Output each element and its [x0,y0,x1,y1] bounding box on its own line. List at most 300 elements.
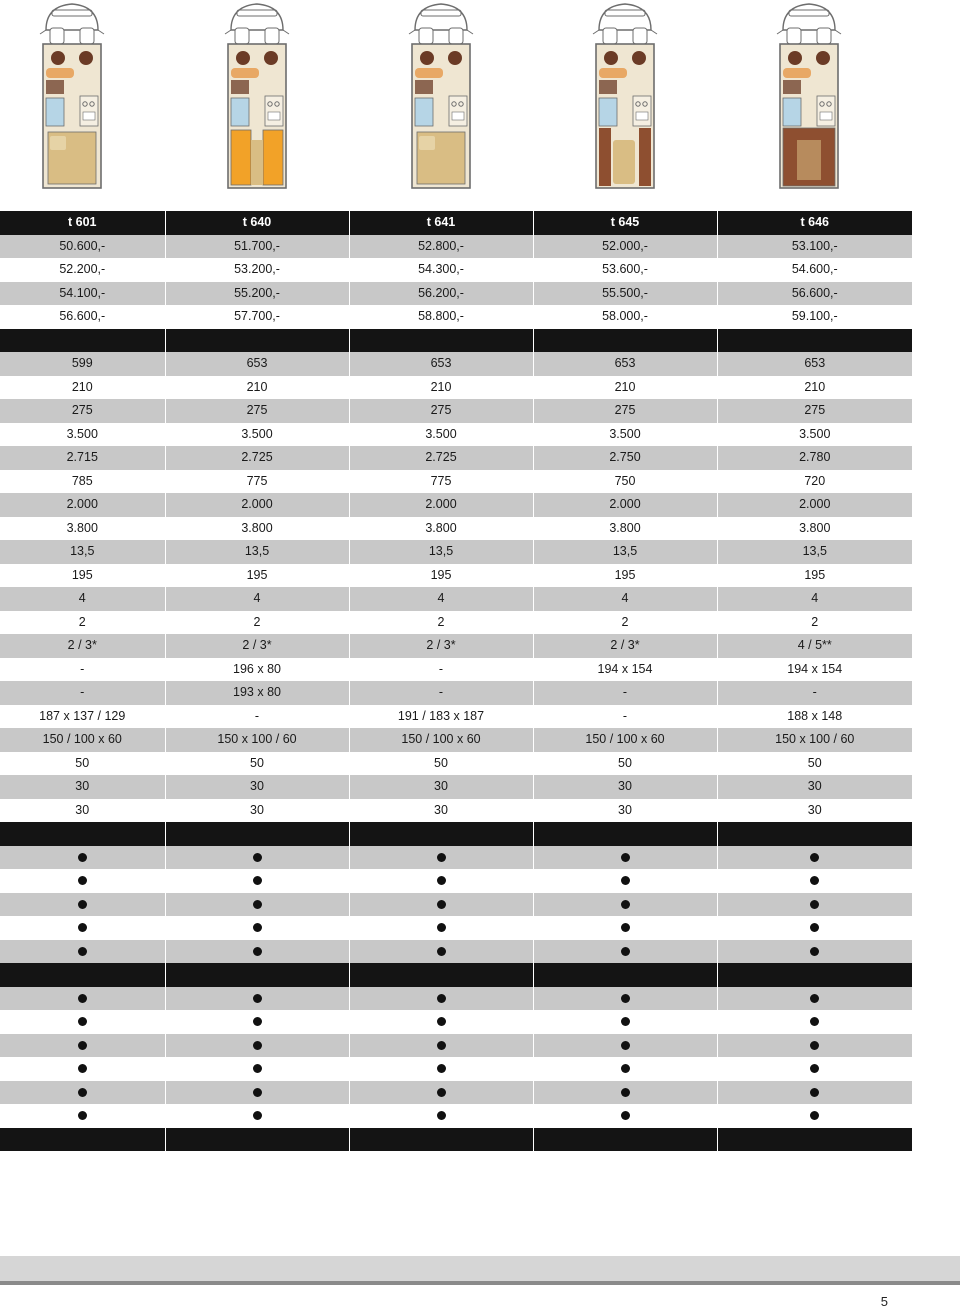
table [599,80,617,94]
table-cell [0,987,165,1011]
table-cell [0,1034,165,1058]
cell-text: 750 [614,473,636,488]
included-dot-icon [437,994,446,1003]
table-cell [0,399,165,423]
table-cell [717,658,912,682]
table-row [0,1057,912,1081]
included-dot-icon [437,1017,446,1026]
table-cell [0,916,165,940]
table-cell [0,1128,165,1152]
table-cell [717,423,912,447]
cell-text: 30 [434,802,448,817]
table-cell [0,869,165,893]
table-cell [349,376,533,400]
included-dot-icon [810,994,819,1003]
cell-text: 30 [75,779,90,793]
table-row [0,376,912,400]
cell-text: 57.700,- [234,309,280,323]
cell-text: 210 [614,379,636,394]
table-cell [165,916,349,940]
table-cell [717,1081,912,1105]
cell-text: 195 [246,567,268,582]
cell-text: - [80,685,85,699]
cell-text: 13,5 [70,544,95,558]
spec-table [0,211,912,1151]
table-cell [717,1128,912,1152]
cell-text: - [812,685,817,699]
cab-outline [599,4,651,30]
table-cell [533,587,717,611]
section-header-row [0,329,912,353]
table-cell [717,258,912,282]
table-cell [533,963,717,987]
washroom [415,98,433,126]
table-cell [717,775,912,799]
table-row [0,423,912,447]
table-cell [349,329,533,353]
cell-text: 4 [78,591,86,605]
table-cell [165,681,349,705]
included-dot-icon [253,947,262,956]
table-cell [533,1104,717,1128]
table-cell [349,752,533,776]
mirror-right [98,30,104,34]
cell-text: 50 [807,755,822,770]
cell-text: 275 [246,403,268,417]
table-cell [717,376,912,400]
cell-text: 210 [71,379,93,394]
single-bed-right [263,130,283,185]
included-dot-icon [621,1017,630,1026]
included-dot-icon [437,1088,446,1097]
table-cell [165,893,349,917]
cell-text: 150 x 100 / 60 [775,732,855,746]
cell-text: 58.800,- [418,309,464,323]
cell-text: - [438,661,444,676]
table-row [0,752,912,776]
cell-text: 2 / 3* [426,638,456,652]
floor-plan-drawing [217,0,297,192]
table-row [0,846,912,870]
table-row [0,658,912,682]
included-dot-icon [621,994,630,1003]
table-cell [0,893,165,917]
seat-cushion [632,51,646,65]
table-cell [165,987,349,1011]
table-row [0,1104,912,1128]
cell-text: 720 [804,473,826,488]
table-cell [533,423,717,447]
cell-text: 30 [434,779,448,793]
cell-text: 2.725 [425,450,457,464]
table-cell [533,305,717,329]
table-cell [165,705,349,729]
cell-text: 30 [250,779,264,793]
cell-text: 4 [621,591,629,605]
cell-text: 775 [430,473,452,488]
table-cell [533,728,717,752]
table-cell [717,728,912,752]
included-dot-icon [437,947,446,956]
table-cell [0,846,165,870]
cell-text: 54.600,- [791,262,838,276]
table-cell [165,587,349,611]
table-row [0,587,912,611]
cell-text: 13,5 [612,544,638,558]
floor-plan-drawing [769,0,849,192]
washroom [599,98,617,126]
table-cell [717,540,912,564]
cell-text: 50 [618,755,632,770]
cell-text: 54.100,- [59,285,106,300]
table-cell [349,799,533,823]
cell-text: 150 / 100 x 60 [42,732,122,746]
cell-text: 3.500 [66,426,98,441]
seat-cushion [816,51,830,65]
included-dot-icon [810,1041,819,1050]
included-dot-icon [810,900,819,909]
cell-text: 53.600,- [602,262,648,276]
table-cell [533,282,717,306]
table-row [0,235,912,259]
table-cell [165,658,349,682]
included-dot-icon [621,923,630,932]
cell-text: 2 / 3* [610,638,640,652]
table-cell [349,305,533,329]
table-row [0,893,912,917]
table-cell [533,1010,717,1034]
table-cell [165,470,349,494]
table-cell [349,1081,533,1105]
table-cell [717,963,912,987]
table-cell [165,846,349,870]
included-dot-icon [253,1041,262,1050]
cell-text: 2.725 [241,450,273,464]
cell-text: 4 [811,591,819,605]
kitchen-block [633,96,651,126]
table-cell [717,681,912,705]
included-dot-icon [253,1064,262,1073]
table-cell [533,681,717,705]
passenger-seat [80,28,94,44]
mirror-right [835,30,841,34]
table-cell [0,728,165,752]
table-cell [349,681,533,705]
mirror-right [283,30,289,34]
cell-text: 653 [246,356,268,370]
cell-text: 599 [71,356,93,370]
table-cell [349,846,533,870]
cell-text: 2.780 [799,450,831,464]
cell-text: 4 [437,591,445,605]
included-dot-icon [621,876,630,885]
table-cell [0,681,165,705]
table-row [0,1010,912,1034]
cell-text: 3.500 [241,426,273,441]
table-row [0,916,912,940]
included-dot-icon [78,1064,87,1073]
cell-text: - [622,708,628,723]
table-cell [349,470,533,494]
sink-icon [452,112,464,120]
rear-table [613,140,635,184]
table-cell [717,399,912,423]
table-row [0,540,912,564]
cell-text: 194 x 154 [787,661,843,676]
table-cell [165,1010,349,1034]
included-dot-icon [437,1064,446,1073]
cell-text: 30 [807,779,822,793]
kitchen-block [265,96,283,126]
table-row [0,681,912,705]
cell-text: 53.100,- [791,238,838,253]
table-cell [533,211,717,235]
table-cell [349,869,533,893]
table-cell [533,658,717,682]
included-dot-icon [253,923,262,932]
washroom [783,98,801,126]
bench-seat [46,68,74,78]
included-dot-icon [78,1041,87,1050]
cell-text: 56.200,- [418,285,464,300]
cab-outline [415,4,467,30]
cell-text: 275 [71,403,93,417]
cell-text: 30 [250,802,264,817]
passenger-seat [449,28,463,44]
cell-text: 196 x 80 [233,661,281,676]
floor-plan-t-646 [717,0,901,200]
table-cell [0,376,165,400]
cell-text: t 641 [426,215,456,229]
table-cell [349,940,533,964]
cell-text: 210 [430,379,452,394]
table-cell [533,916,717,940]
included-dot-icon [810,1111,819,1120]
included-dot-icon [810,923,819,932]
table [46,80,64,94]
mirror-left [40,30,46,34]
table-row [0,517,912,541]
bench-seat [231,68,259,78]
floor-plan-row [0,0,912,200]
included-dot-icon [78,1017,87,1026]
table-cell [717,1104,912,1128]
table-cell [165,517,349,541]
cell-text: 2.000 [425,497,457,511]
table-cell [0,963,165,987]
table-cell [349,446,533,470]
mirror-left [409,30,415,34]
cell-text: t 601 [68,215,97,229]
seat-cushion [448,51,462,65]
table-cell [533,470,717,494]
cell-text: 3.800 [66,520,98,535]
floor-plan-t-641 [349,0,533,200]
table-row [0,940,912,964]
cell-text: 3.500 [425,426,457,441]
seat-cushion [236,51,250,65]
table-cell [533,235,717,259]
table-cell [165,940,349,964]
table-cell [349,611,533,635]
cell-text: 52.200,- [59,262,106,276]
passenger-seat [817,28,831,44]
table-cell [349,822,533,846]
included-dot-icon [437,1041,446,1050]
table-cell [717,940,912,964]
cell-text: 58.000,- [602,309,648,323]
cell-text: 13,5 [802,544,827,558]
table-row [0,987,912,1011]
table-cell [0,564,165,588]
table-row [0,282,912,306]
table-cell [0,1010,165,1034]
table-cell [533,775,717,799]
table-row [0,1034,912,1058]
table-cell [533,258,717,282]
single-bed-left [231,130,251,185]
floor-plan-t-601 [0,0,164,200]
table-cell [717,1034,912,1058]
table-cell [717,987,912,1011]
mirror-right [467,30,473,34]
table-cell [533,376,717,400]
cell-text: 3.800 [425,520,457,535]
cell-text: 50 [75,755,90,770]
table-cell [0,658,165,682]
floor-plan-drawing [32,0,112,192]
cell-text: 2.000 [66,497,98,511]
included-dot-icon [437,1111,446,1120]
table-cell [165,305,349,329]
included-dot-icon [78,994,87,1003]
included-dot-icon [253,876,262,885]
cell-text: 2.000 [799,497,831,511]
cell-text: 55.200,- [234,285,280,300]
cell-text: 59.100,- [791,309,838,323]
footer-bar-accent [0,1281,960,1285]
table-cell [0,235,165,259]
cell-text: 50 [250,755,264,770]
included-dot-icon [621,1064,630,1073]
cell-text: 56.600,- [59,309,106,323]
table-row [0,799,912,823]
cell-text: 275 [804,403,826,417]
table-row [0,564,912,588]
cell-text: 2.715 [66,450,98,464]
table-cell [165,869,349,893]
included-dot-icon [810,947,819,956]
cell-text: 210 [246,379,268,394]
sink-icon [83,112,95,120]
table-cell [0,775,165,799]
table-cell [349,211,533,235]
table-cell [533,493,717,517]
cell-text: 150 / 100 x 60 [585,732,665,746]
table-cell [165,258,349,282]
table-cell [349,423,533,447]
table-cell [0,446,165,470]
table-cell [0,352,165,376]
table-cell [533,822,717,846]
cell-text: 195 [71,567,93,582]
table-cell [165,799,349,823]
table-cell [349,235,533,259]
mirror-left [225,30,231,34]
included-dot-icon [810,876,819,885]
section-header-row [0,1128,912,1152]
included-dot-icon [621,1088,630,1097]
table-cell [349,916,533,940]
sink-icon [268,112,280,120]
table-cell [0,611,165,635]
cell-text: 3.800 [241,520,273,535]
cell-text: 55.500,- [602,285,648,300]
table-cell [165,822,349,846]
table-cell [165,1081,349,1105]
table-cell [533,799,717,823]
cell-text: 150 x 100 / 60 [217,732,297,746]
cell-text: 194 x 154 [597,661,653,676]
mirror-right [651,30,657,34]
washroom [46,98,64,126]
driver-seat [235,28,249,44]
table-cell [349,1034,533,1058]
table-cell [533,940,717,964]
sink-icon [820,112,832,120]
lounge-table [797,140,821,180]
table-row [0,470,912,494]
table-cell [533,634,717,658]
table-row [0,1081,912,1105]
table-cell [0,1081,165,1105]
rear-seat-right [639,128,651,186]
table-cell [533,1057,717,1081]
table-cell [533,893,717,917]
pillow [419,136,435,150]
driver-seat [603,28,617,44]
cell-text: 3.500 [609,426,641,441]
table-cell [0,329,165,353]
cell-text: 30 [807,802,822,817]
included-dot-icon [253,900,262,909]
table-cell [717,799,912,823]
footer-bar [0,1256,960,1282]
rear-seat-left [599,128,611,186]
cell-text: 2 / 3* [67,638,97,652]
table-cell [533,987,717,1011]
cell-text: 150 / 100 x 60 [401,732,481,746]
cab-outline [46,4,98,30]
table-cell [165,611,349,635]
table [783,80,801,94]
included-dot-icon [437,923,446,932]
table-cell [165,352,349,376]
floor-plan-t-640 [165,0,349,200]
cell-text: 191 / 183 x 187 [397,708,485,723]
table-cell [717,916,912,940]
table-cell [717,352,912,376]
table-cell [717,846,912,870]
cell-text: t 640 [242,215,272,229]
table-cell [0,470,165,494]
table-cell [349,1128,533,1152]
passenger-seat [633,28,647,44]
table-cell [165,752,349,776]
cell-text: 50.600,- [59,238,106,253]
table-row [0,611,912,635]
table [231,80,249,94]
